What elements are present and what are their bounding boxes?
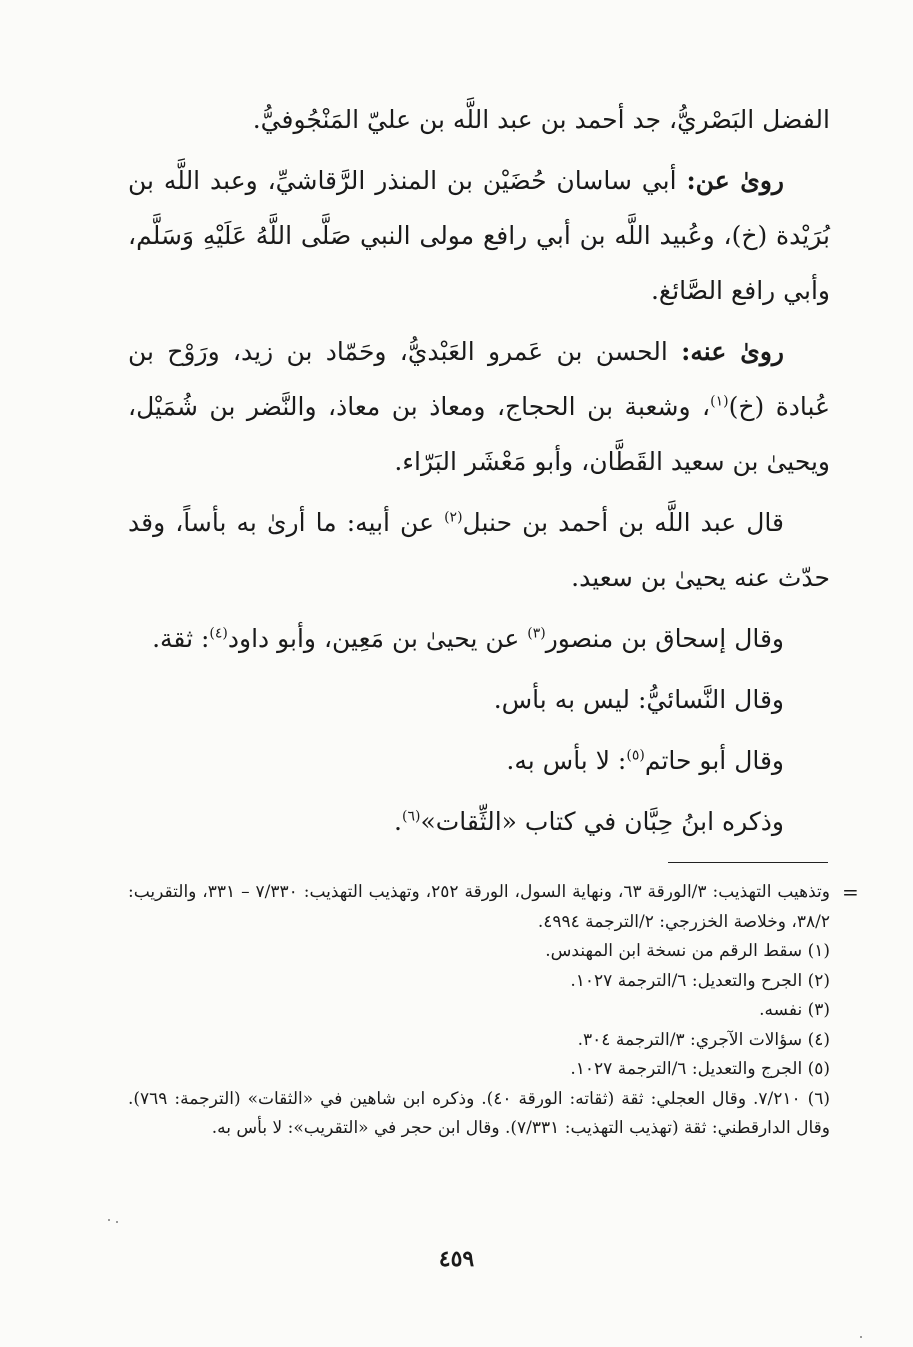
speck-mark	[108, 1219, 110, 1221]
continuation-mark: =	[842, 880, 859, 904]
footnotes	[128, 878, 830, 1144]
paragraph-text: وقال النَّسائيُّ: ليس به بأس.	[493, 685, 784, 714]
paragraph-1	[128, 92, 830, 147]
paragraph-text: ، وشعبة بن الحجاج، ومعاذ بن معاذ، والنَّضر بن شُمَيْل، ويحيىٰ بن سعيد القَطَّان، وأبو مَعْشَر البَرّاء.	[128, 392, 830, 476]
paragraph-text: عن أبيه: ما أرىٰ به بأساً، وقد حدّث عنه يحيىٰ بن سعيد.	[128, 508, 830, 592]
paragraph-text: أبي ساسان حُضَيْن بن المنذر الرَّقاشيِّ، وعبد اللَّه بن بُرَيْدة (خ)، وعُبيد اللَّه بن أبي رافع مولى النبي صَلَّى اللَّهُ عَلَيْهِ وَسَلَّم، وأبي رافع الصَّائغ.	[128, 166, 830, 305]
footnote-6: (٦) ٧/٢١٠. وقال العجلي: ثقة (ثقاته: الورقة ٤٠). وذكره ابن شاهين في «الثقات» (الترجمة: ٧٦٩). وقال الدارقطني: ثقة (تهذيب التهذيب: ٧/٣٣١). وقال ابن حجر في «التقريب»: لا بأس به.	[128, 1088, 830, 1138]
paragraph-narrated-from	[128, 153, 830, 318]
footnote-divider	[668, 862, 828, 863]
footnote-ref: (٤)	[209, 625, 228, 642]
paragraph-lead: روىٰ عنه:	[681, 337, 784, 366]
paragraph-text: الحسن بن عَمرو العَبْديُّ، وحَمّاد بن زيد، ورَوْح بن عُبادة (خ)	[128, 337, 831, 421]
paragraph-text: .	[394, 807, 402, 836]
footnote-4: (٤) سؤالات الآجري: ٣/الترجمة ٣٠٤.	[577, 1029, 830, 1050]
footnote-1: (١) سقط الرقم من نسخة ابن المهندس.	[545, 941, 830, 961]
footnote-ref: (١)	[710, 393, 729, 410]
paragraph-text: الفضل البَصْريُّ، جد أحمد بن عبد اللَّه بن عليّ المَنْجُوفيُّ.	[252, 105, 830, 134]
main-text	[128, 92, 830, 855]
paragraph-text: : لا بأس به.	[506, 746, 627, 775]
paragraph-text: : ثقة.	[152, 624, 210, 653]
footnote-ref: (٦)	[402, 808, 421, 825]
paragraph-text: وقال أبو حاتم	[644, 746, 784, 775]
paragraph-text: وذكره ابنُ حِبَّان في كتاب «الثِّقات»	[420, 807, 784, 836]
paragraph-8	[128, 794, 830, 849]
paragraph-4	[128, 495, 830, 605]
page-number: ٤٥٩	[438, 1246, 475, 1272]
footnote-ref: (٢)	[444, 509, 463, 526]
paragraph-text: عن يحيىٰ بن مَعِين، وأبو داود	[227, 624, 528, 653]
speck-mark	[860, 1336, 862, 1338]
paragraph-6	[128, 672, 830, 727]
paragraph-text: قال عبد اللَّه بن أحمد بن حنبل	[462, 508, 784, 537]
footnote-5: (٥) الجرج والتعديل: ٦/الترجمة ١٠٢٧.	[570, 1059, 830, 1079]
footnote-ref: (٥)	[626, 747, 645, 764]
paragraph-lead: روىٰ عن:	[686, 166, 784, 195]
footnote-ref: (٣)	[527, 625, 546, 642]
paragraph-narrators	[128, 324, 830, 489]
paragraph-7	[128, 733, 830, 788]
footnote-3: (٣) نفسه.	[759, 1000, 830, 1020]
footnote-2: (٢) الجرح والتعديل: ٦/الترجمة ١٠٢٧.	[570, 970, 830, 991]
paragraph-5	[128, 611, 830, 666]
paragraph-text: وقال إسحاق بن منصور	[545, 624, 784, 653]
speck-mark	[116, 1221, 118, 1223]
footnote-continuation: وتذهيب التهذيب: ٣/الورقة ٦٣، ونهاية السول، الورقة ٢٥٢، وتهذيب التهذيب: ٧/٣٣٠ – ٣٣١، والتقريب: ٣٨/٢، وخلاصة الخزرجي: ٢/الترجمة ٤٩٩٤.	[128, 882, 831, 932]
